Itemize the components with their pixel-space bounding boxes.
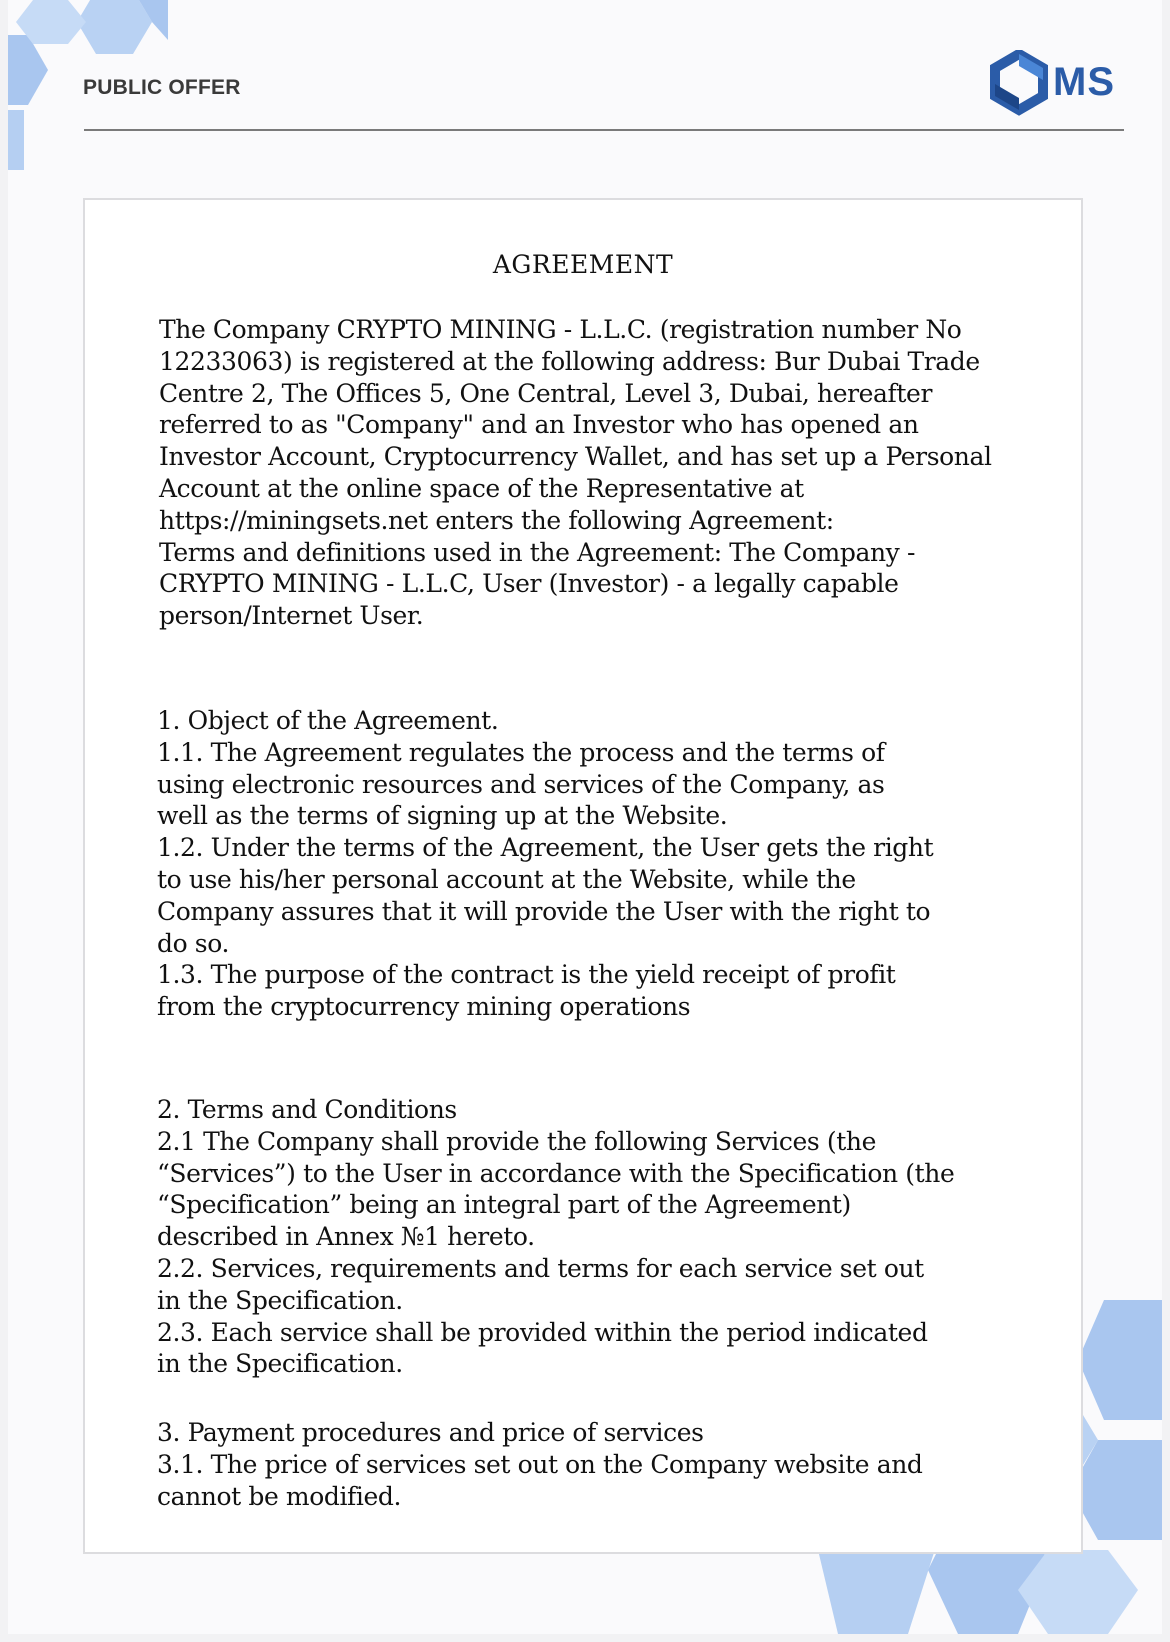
- text-line: person/Internet User.: [159, 601, 424, 631]
- text-line: 3.1. The price of services set out on the Company website and: [157, 1449, 923, 1479]
- text-line: 1. Object of the Agreement.: [157, 706, 499, 735]
- text-line: Centre 2, The Offices 5, One Central, Level 3, Dubai, hereafter: [159, 378, 932, 408]
- text-line: 1.1. The Agreement regulates the process and the terms of: [157, 737, 885, 767]
- text-line: CRYPTO MINING - L.L.C, User (Investor) - a legally capable: [159, 569, 899, 599]
- agreement-document: [83, 198, 1083, 1554]
- text-line: 3. Payment procedures and price of services: [157, 1418, 704, 1447]
- text-line: The Company CRYPTO MINING - L.L.C. (registration number No: [159, 315, 962, 344]
- text-line: from the cryptocurrency mining operations: [157, 992, 691, 1022]
- text-line: 2. Terms and Conditions: [157, 1095, 457, 1124]
- text-line: described in Annex №1 hereto.: [157, 1222, 535, 1252]
- text-line: 2.3. Each service shall be provided within the period indicated: [157, 1317, 928, 1347]
- text-line: 2.1 The Company shall provide the following Services (the: [157, 1126, 876, 1156]
- text-line: Company assures that it will provide the User with the right to: [157, 896, 931, 926]
- text-line: Terms and definitions used in the Agreement: The Company -: [159, 537, 915, 567]
- text-line: cannot be modified.: [157, 1481, 402, 1511]
- text-line: do so.: [157, 928, 229, 958]
- text-line: well as the terms of signing up at the Website.: [157, 801, 728, 831]
- section-object-of-agreement: [157, 705, 933, 1023]
- text-line: in the Specification.: [157, 1285, 403, 1315]
- header-divider: [84, 129, 1124, 131]
- agreement-title: AGREEMENT: [492, 250, 674, 279]
- text-line: 2.2. Services, requirements and terms for each service set out: [157, 1253, 924, 1283]
- document-page: [8, 0, 1162, 1634]
- logo-text: MS: [1053, 60, 1115, 104]
- text-line: “Services”) to the User in accordance with the Specification (the: [157, 1158, 955, 1188]
- text-line: Investor Account, Cryptocurrency Wallet, and has set up a Personal: [159, 442, 992, 472]
- text-line: 1.3. The purpose of the contract is the yield receipt of profit: [157, 960, 896, 990]
- header-title: PUBLIC OFFER: [83, 76, 241, 99]
- section-terms-and-conditions: [157, 1094, 954, 1380]
- section-payment-procedures: [157, 1417, 923, 1512]
- text-line: referred to as "Company" and an Investor who has opened an: [159, 410, 919, 440]
- text-line: 12233063) is registered at the following address: Bur Dubai Trade: [159, 346, 980, 376]
- text-line: Account at the online space of the Representative at: [159, 473, 804, 503]
- text-line: “Specification” being an integral part of the Agreement): [157, 1190, 851, 1220]
- intro-paragraph: [159, 314, 992, 632]
- text-line: 1.2. Under the terms of the Agreement, the User gets the right: [157, 833, 934, 863]
- text-line: using electronic resources and services of the Company, as: [157, 769, 885, 799]
- text-line: https://miningsets.net enters the following Agreement:: [159, 505, 834, 535]
- text-line: to use his/her personal account at the Website, while the: [157, 864, 856, 894]
- text-line: in the Specification.: [157, 1349, 403, 1379]
